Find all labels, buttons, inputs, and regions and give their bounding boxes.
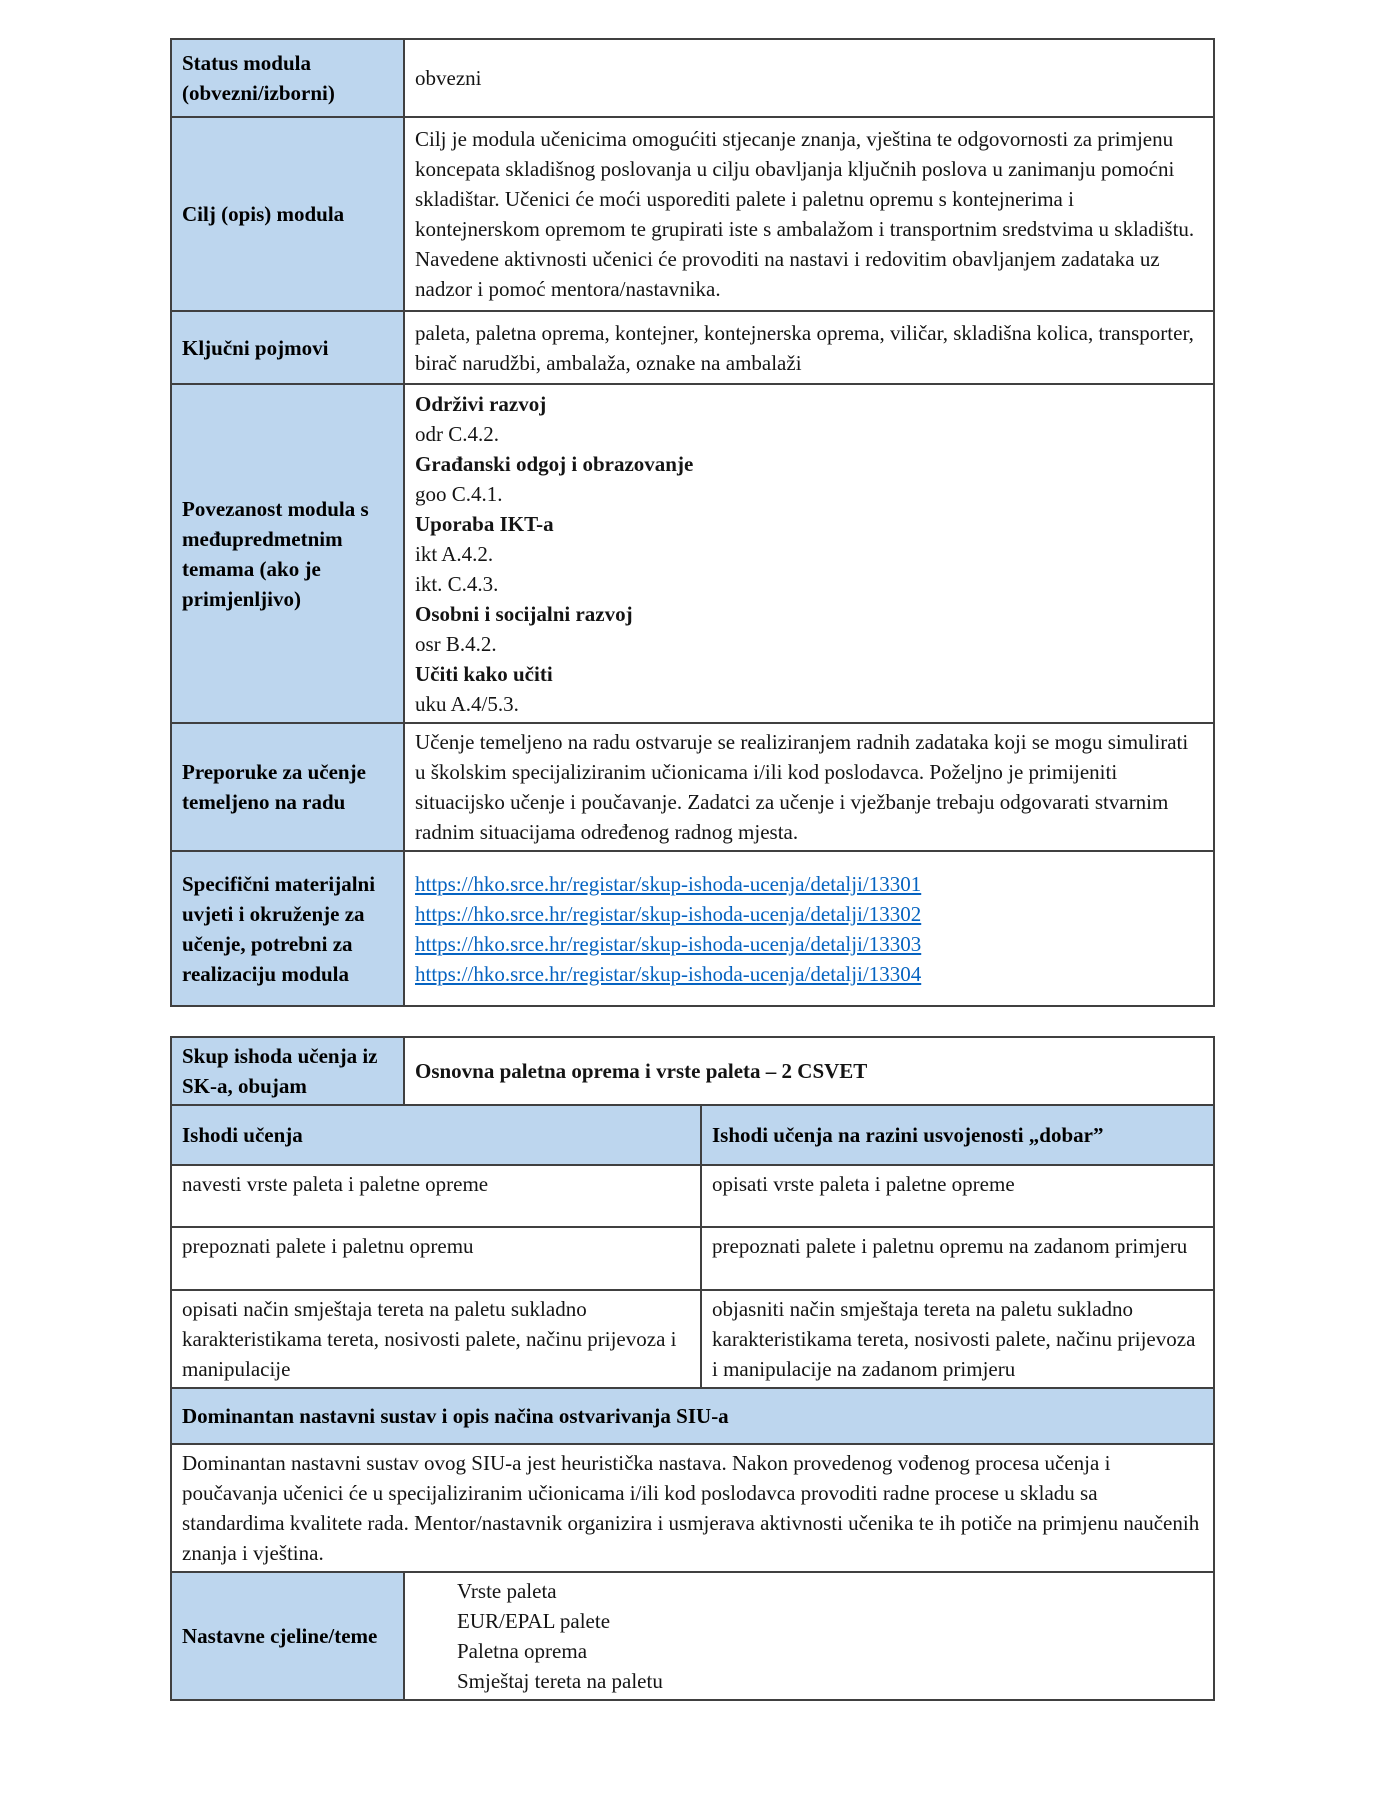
- row-cilj-modula: [171, 117, 1214, 311]
- hko-link-13304[interactable]: https://hko.srce.hr/registar/skup-ishoda-ucenja/detalji/13304: [415, 961, 922, 986]
- cross-theme-code: ikt. C.4.3.: [415, 571, 499, 596]
- kljucni-pojmovi-label: Ključni pojmovi: [171, 311, 404, 384]
- cross-theme-code: odr C.4.2.: [415, 421, 499, 446]
- kljucni-pojmovi-value: paleta, paletna oprema, kontejner, kontejnerska oprema, viličar, skladišna kolica, transporter, birač narudžbi, ambalaža, oznake na ambalaži: [404, 311, 1214, 384]
- cilj-modula-label: Cilj (opis) modula: [171, 117, 404, 311]
- skup-ishoda-title: Osnovna paletna oprema i vrste paleta – 2 CSVET: [404, 1037, 1214, 1105]
- outcome-row: [171, 1165, 1214, 1227]
- dominant-system-header: Dominantan nastavni sustav i opis načina ostvarivanja SIU-a: [171, 1388, 1214, 1444]
- row-povezanost-modula: [171, 384, 1214, 723]
- specificni-uvjeti-label: Specifični materijalni uvjeti i okruženje za učenje, potrebni za realizaciju modula: [171, 851, 404, 1006]
- row-nastavne-cjeline: [171, 1572, 1214, 1700]
- link-line: [415, 899, 1203, 929]
- preporuke-label: Preporuke za učenje temeljeno na radu: [171, 723, 404, 851]
- skup-ishoda-label: Skup ishoda učenja iz SK-a, obujam: [171, 1037, 404, 1105]
- dominant-system-text: Dominantan nastavni sustav ovog SIU-a jest heuristička nastava. Nakon provedenog vođenog procesa učenja i poučavanja učenici će u specijaliziranim učionicama i/ili kod poslodavca provoditi radne procese u skladu sa standardima kvalitete rada. Mentor/nastavnik organizira i usmjerava aktivnosti učenika te ih potiče na primjenu naučenih znanja i vještina.: [171, 1444, 1214, 1572]
- outcome-cell: navesti vrste paleta i paletne opreme: [171, 1165, 701, 1227]
- module-info-table: [170, 38, 1215, 1007]
- outcome-row: [171, 1227, 1214, 1290]
- cilj-modula-value: Cilj je modula učenicima omogućiti stjecanje znanja, vještina te odgovornosti za primjenu koncepata skladišnog poslovanja u cilju obavljanja ključnih poslova u zanimanju pomoćni skladištar. Učenici će moći usporediti palete i paletnu opremu s kontejnerima i kontejnerskom opremom te grupirati iste s ambalažom i transportnim sredstvima u skladištu. Navedene aktivnosti učenici će provoditi na nastavi i redovitim obavljanjem zadataka uz nadzor i pomoć mentora/nastavnika.: [404, 117, 1214, 311]
- status-modula-label: Status modula (obvezni/izborni): [171, 39, 404, 117]
- cross-theme-code: osr B.4.2.: [415, 631, 497, 656]
- link-line: [415, 869, 1203, 899]
- link-line: [415, 959, 1203, 989]
- link-line: [415, 929, 1203, 959]
- row-kljucni-pojmovi: [171, 311, 1214, 384]
- hko-link-13303[interactable]: https://hko.srce.hr/registar/skup-ishoda-ucenja/detalji/13303: [415, 931, 922, 956]
- cross-theme-title: Građanski odgoj i obrazovanje: [415, 451, 694, 476]
- row-status-modula: [171, 39, 1214, 117]
- outcome-good-cell: prepoznati palete i paletnu opremu na zadanom primjeru: [701, 1227, 1214, 1290]
- specificni-uvjeti-links: [404, 851, 1214, 1006]
- outcome-cell: prepoznati palete i paletnu opremu: [171, 1227, 701, 1290]
- povezanost-label: Povezanost modula s međupredmetnim temama (ako je primjenljivo): [171, 384, 404, 723]
- hko-link-13302[interactable]: https://hko.srce.hr/registar/skup-ishoda-ucenja/detalji/13302: [415, 901, 922, 926]
- cross-theme-title: Uporaba IKT-a: [415, 511, 554, 536]
- cross-theme-title: Održivi razvoj: [415, 391, 547, 416]
- cross-theme-code: goo C.4.1.: [415, 481, 503, 506]
- preporuke-value: Učenje temeljeno na radu ostvaruje se realiziranjem radnih zadataka koji se mogu simulirati u školskim specijaliziranim učionicama i/ili kod poslodavca. Poželjno je primijeniti situacijsko učenje i poučavanje. Zadatci za učenje i vježbanje trebaju odgovarati stvarnim radnim situacijama određenog radnog mjesta.: [404, 723, 1214, 851]
- outcome-good-cell: opisati vrste paleta i paletne opreme: [701, 1165, 1214, 1227]
- topic-item: Smještaj tereta na paletu: [457, 1669, 663, 1693]
- row-skup-ishoda: [171, 1037, 1214, 1105]
- topic-item: Vrste paleta: [457, 1579, 557, 1603]
- row-dominant-header: [171, 1388, 1214, 1444]
- povezanost-value: [404, 384, 1214, 723]
- hko-link-13301[interactable]: https://hko.srce.hr/registar/skup-ishoda-ucenja/detalji/13301: [415, 871, 922, 896]
- document-page: [170, 38, 1213, 1701]
- topic-item: EUR/EPAL palete: [457, 1609, 611, 1633]
- status-modula-value: obvezni: [404, 39, 1214, 117]
- nastavne-cjeline-label: Nastavne cjeline/teme: [171, 1572, 404, 1700]
- row-dominant-text: [171, 1444, 1214, 1572]
- outcome-cell: opisati način smještaja tereta na paletu sukladno karakteristikama tereta, nosivosti palete, načinu prijevoza i manipulacije: [171, 1290, 701, 1388]
- cross-theme-code: uku A.4/5.3.: [415, 691, 519, 716]
- outcomes-column-header: Ishodi učenja: [171, 1105, 701, 1165]
- outcome-good-cell: objasniti način smještaja tereta na paletu sukladno karakteristikama tereta, nosivosti palete, načinu prijevoza i manipulacije na zadanom primjeru: [701, 1290, 1214, 1388]
- outcomes-good-level-header: Ishodi učenja na razini usvojenosti „dobar”: [701, 1105, 1214, 1165]
- row-outcome-headers: [171, 1105, 1214, 1165]
- cross-theme-title: Osobni i socijalni razvoj: [415, 601, 633, 626]
- row-preporuke: [171, 723, 1214, 851]
- cross-theme-title: Učiti kako učiti: [415, 661, 553, 686]
- cross-theme-code: ikt A.4.2.: [415, 541, 494, 566]
- learning-outcomes-table: [170, 1036, 1215, 1701]
- topic-item: Paletna oprema: [457, 1639, 588, 1663]
- outcome-row: [171, 1290, 1214, 1388]
- row-specificni-uvjeti: [171, 851, 1214, 1006]
- nastavne-cjeline-list: [404, 1572, 1214, 1700]
